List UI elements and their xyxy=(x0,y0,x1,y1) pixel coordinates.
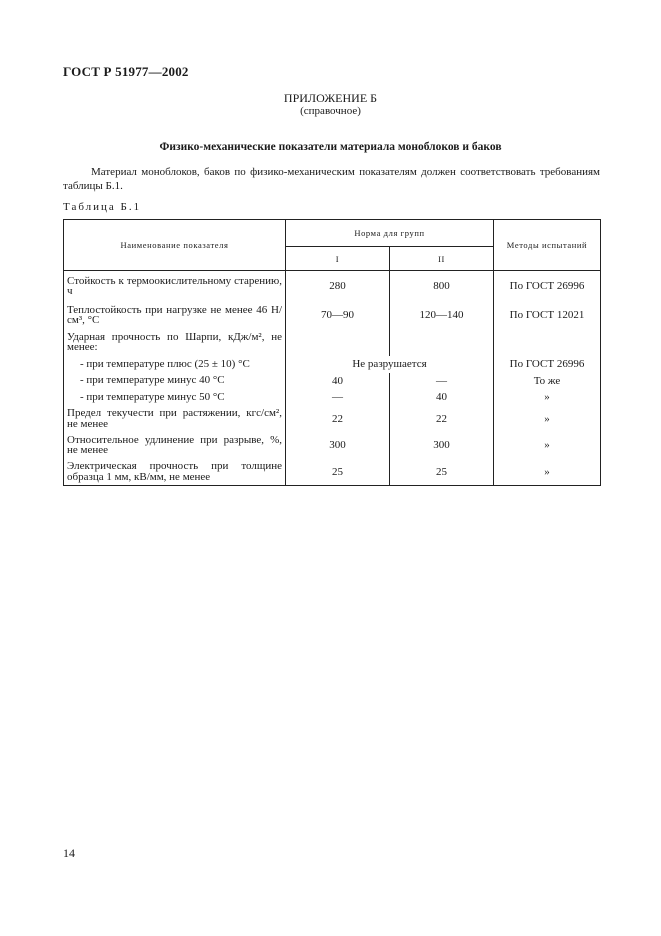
document-code: ГОСТ Р 51977—2002 xyxy=(63,64,189,79)
header-group-2: II xyxy=(390,247,494,271)
row-group-1: 70—90 xyxy=(286,302,390,329)
row-group-2: 22 xyxy=(390,406,494,432)
row-group-1 xyxy=(286,329,390,356)
table-row xyxy=(64,271,601,302)
row-name: Стойкость к термоокислительному старению, ч xyxy=(64,271,286,302)
row-name: Электрическая прочность при толщине образца 1 мм, кВ/мм, не менее xyxy=(64,459,286,486)
row-group-1: — xyxy=(286,389,390,406)
row-method: По ГОСТ 26996 xyxy=(494,356,601,373)
row-group-1: 300 xyxy=(286,432,390,459)
row-group-1: 25 xyxy=(286,459,390,486)
table-header xyxy=(64,220,601,271)
row-group-2: 300 xyxy=(390,432,494,459)
intro-paragraph: Материал моноблоков, баков по физико-механическим показателям должен соответствовать требованиям таблицы Б.1. xyxy=(63,166,600,192)
table-row xyxy=(64,329,601,356)
row-group-2: 25 xyxy=(390,459,494,486)
row-name: Теплостойкость при нагрузке не менее 46 Н/см³, °С xyxy=(64,302,286,329)
header-norm-group: Норма для групп xyxy=(286,220,494,247)
table-row xyxy=(64,459,601,486)
row-name: Предел текучести при растяжении, кгс/см², не менее xyxy=(64,406,286,432)
table-row xyxy=(64,302,601,329)
row-method: » xyxy=(494,459,601,486)
row-method: По ГОСТ 26996 xyxy=(494,271,601,302)
row-group-1: 22 xyxy=(286,406,390,432)
row-method: » xyxy=(494,389,601,406)
row-group-2: 120—140 xyxy=(390,302,494,329)
row-method: » xyxy=(494,406,601,432)
row-group-2: — xyxy=(390,373,494,389)
row-group-1: 280 xyxy=(286,271,390,302)
row-group-1: 40 xyxy=(286,373,390,389)
row-group-2 xyxy=(390,329,494,356)
row-merged-value: Не разрушается xyxy=(286,356,494,373)
row-name: - при температуре минус 50 °С xyxy=(64,389,286,406)
appendix-subtitle: (справочное) xyxy=(300,105,361,117)
table-row xyxy=(64,389,601,406)
section-title: Физико-механические показатели материала моноблоков и баков xyxy=(159,141,502,153)
row-name: Относительное удлинение при разрыве, %, не менее xyxy=(64,432,286,459)
header-name: Наименование показателя xyxy=(64,220,286,271)
row-group-2: 800 xyxy=(390,271,494,302)
row-method: То же xyxy=(494,373,601,389)
table-row xyxy=(64,356,601,373)
table-caption: Таблица Б.1 xyxy=(63,201,142,213)
table-row xyxy=(64,406,601,432)
page-number: 14 xyxy=(63,846,75,860)
header-methods: Методы испытаний xyxy=(494,220,601,271)
header-group-1: I xyxy=(286,247,390,271)
properties-table xyxy=(63,219,601,486)
row-method: По ГОСТ 12021 xyxy=(494,302,601,329)
appendix-heading xyxy=(0,92,661,118)
table-row xyxy=(64,373,601,389)
row-name: Ударная прочность по Шарпи, кДж/м², не менее: xyxy=(64,329,286,356)
appendix-title: ПРИЛОЖЕНИЕ Б xyxy=(283,91,378,105)
row-name: - при температуре плюс (25 ± 10) °С xyxy=(64,356,286,373)
row-name: - при температуре минус 40 °С xyxy=(64,373,286,389)
row-method: » xyxy=(494,432,601,459)
row-method xyxy=(494,329,601,356)
row-group-2: 40 xyxy=(390,389,494,406)
table-row xyxy=(64,432,601,459)
table-body xyxy=(64,271,601,486)
